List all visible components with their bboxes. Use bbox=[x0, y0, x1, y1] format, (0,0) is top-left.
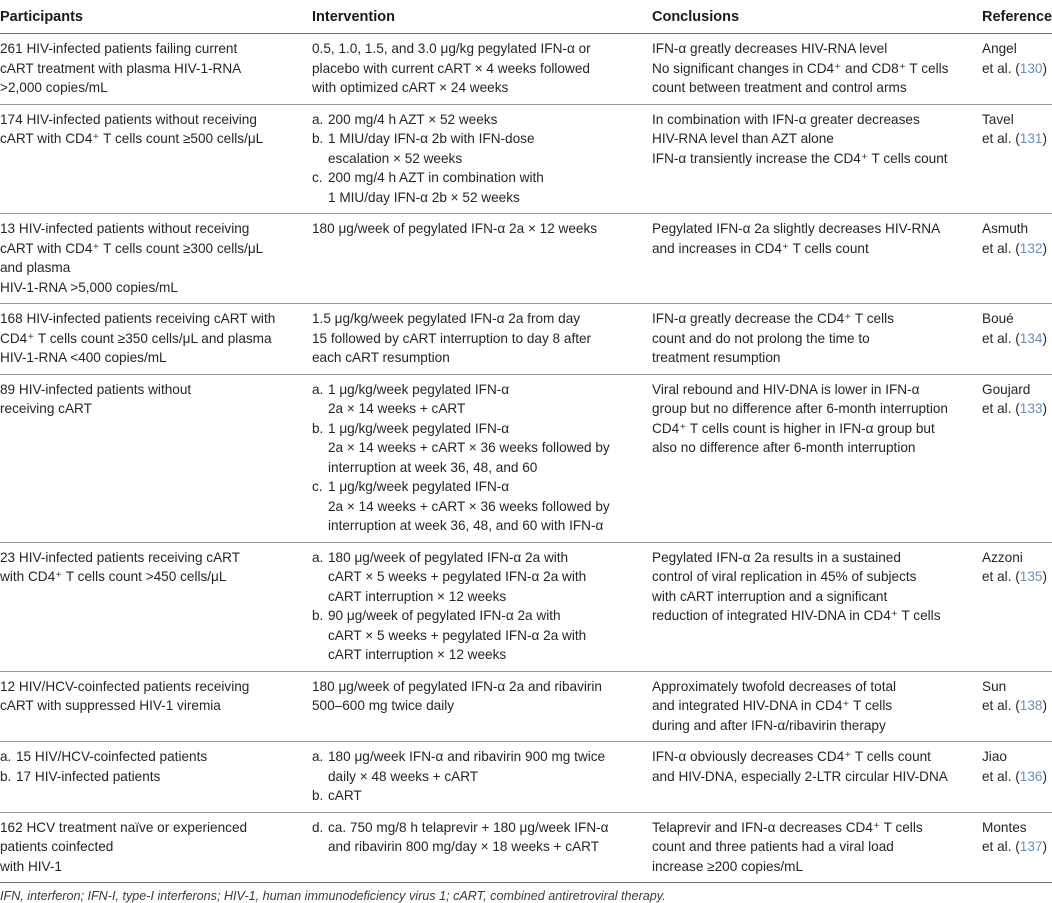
conclusion-line: with cART interruption and a significant bbox=[652, 588, 888, 604]
cell-participants bbox=[0, 34, 308, 105]
cell-conclusions bbox=[648, 214, 978, 304]
list-item bbox=[312, 818, 640, 857]
item-line: cART bbox=[328, 788, 362, 803]
intervention-line: with optimized cART × 24 weeks bbox=[312, 80, 509, 95]
cell-participants bbox=[0, 304, 308, 375]
reference-citation bbox=[982, 567, 1052, 587]
table-row bbox=[0, 742, 1052, 813]
item-text bbox=[312, 477, 640, 536]
reference-author: Boué bbox=[982, 311, 1014, 326]
cell-conclusions bbox=[648, 34, 978, 105]
list-item bbox=[312, 380, 640, 419]
list-item bbox=[312, 786, 640, 806]
reference-citation bbox=[982, 837, 1052, 857]
cell-intervention bbox=[308, 742, 648, 813]
cell-participants bbox=[0, 374, 308, 542]
participants-line: with HIV-1 bbox=[0, 858, 62, 874]
item-line: 15 HIV/HCV-coinfected patients bbox=[16, 749, 208, 764]
cell-participants bbox=[0, 542, 308, 671]
reference-close: ) bbox=[1042, 698, 1047, 713]
list-item bbox=[0, 767, 300, 787]
cell-conclusions bbox=[648, 374, 978, 542]
item-label: a. bbox=[312, 549, 324, 565]
reference-close: ) bbox=[1042, 240, 1047, 256]
participants-line: with CD4⁺ T cells count >450 cells/μL bbox=[0, 569, 227, 584]
conclusion-line: Pegylated IFN-α 2a slightly decreases HIV-RNA bbox=[652, 221, 941, 236]
participants-line: receiving cART bbox=[0, 401, 92, 416]
item-text bbox=[312, 548, 640, 607]
reference-author: Angel bbox=[982, 41, 1017, 56]
reference-citation bbox=[982, 329, 1052, 349]
table-row bbox=[0, 214, 1052, 304]
participants-line: 13 HIV-infected patients without receiving bbox=[0, 221, 250, 236]
cell-participants bbox=[0, 214, 308, 304]
item-line: 1 MIU/day IFN-α 2b × 52 weeks bbox=[328, 189, 520, 205]
conclusion-line: IFN-α transiently increase the CD4⁺ T cells count bbox=[652, 150, 948, 166]
cell-intervention bbox=[308, 304, 648, 375]
reference-close: ) bbox=[1042, 768, 1047, 784]
reference-author: Azzoni bbox=[982, 549, 1023, 565]
intervention-line: 15 followed by cART interruption to day 8 after bbox=[312, 330, 592, 346]
conclusion-line: Viral rebound and HIV-DNA is lower in IFN-α bbox=[652, 381, 920, 397]
table-body bbox=[0, 34, 1052, 883]
participants-line: CD4⁺ T cells count ≥350 cells/μL and plasma bbox=[0, 330, 272, 346]
reference-citation bbox=[982, 129, 1052, 149]
intervention-line: 180 μg/week of pegylated IFN-α 2a and ribavirin bbox=[312, 678, 602, 694]
item-line: daily × 48 weeks + cART bbox=[328, 768, 479, 784]
reference-author: Montes bbox=[982, 819, 1027, 835]
item-line: interruption at week 36, 48, and 60 bbox=[328, 459, 538, 475]
item-line: 1 μg/kg/week pegylated IFN-α bbox=[328, 420, 510, 436]
table-row bbox=[0, 671, 1052, 742]
list-item bbox=[312, 168, 640, 207]
reference-citation bbox=[982, 399, 1052, 419]
cell-reference bbox=[978, 304, 1052, 375]
participants-line: cART with CD4⁺ T cells count ≥300 cells/μL bbox=[0, 240, 264, 256]
item-line: 1 μg/kg/week pegylated IFN-α bbox=[328, 381, 510, 397]
conclusion-line: group but no difference after 6-month interruption bbox=[652, 401, 948, 416]
conclusion-line: control of viral replication in 45% of subjects bbox=[652, 569, 917, 584]
reference-link[interactable]: 134 bbox=[1019, 330, 1043, 346]
intervention-line: 500–600 mg twice daily bbox=[312, 698, 455, 713]
item-line: 17 HIV-infected patients bbox=[16, 768, 161, 784]
cell-participants bbox=[0, 742, 308, 813]
cell-conclusions bbox=[648, 104, 978, 214]
participants-line: and plasma bbox=[0, 260, 71, 275]
cell-reference bbox=[978, 812, 1052, 883]
cell-intervention bbox=[308, 542, 648, 671]
participants-line: 174 HIV-infected patients without receiving bbox=[0, 111, 257, 127]
reference-link[interactable]: 137 bbox=[1019, 839, 1043, 854]
reference-author: Asmuth bbox=[982, 221, 1029, 236]
header-row bbox=[0, 0, 1052, 34]
item-line: 200 mg/4 h AZT × 52 weeks bbox=[328, 111, 498, 127]
reference-citation bbox=[982, 239, 1052, 259]
conclusion-line: and integrated HIV-DNA in CD4⁺ T cells bbox=[652, 698, 893, 713]
participants-line: cART with CD4⁺ T cells count ≥500 cells/μL bbox=[0, 131, 264, 146]
conclusion-line: In combination with IFN-α greater decreases bbox=[652, 111, 920, 127]
reference-author: Sun bbox=[982, 678, 1007, 694]
header-participants: Participants bbox=[0, 0, 308, 34]
reference-etal: et al. ( bbox=[982, 698, 1020, 713]
reference-link[interactable]: 130 bbox=[1019, 60, 1043, 76]
conclusion-line: during and after IFN-α/ribavirin therapy bbox=[652, 717, 886, 733]
item-label: d. bbox=[312, 819, 324, 835]
list-item bbox=[312, 110, 640, 130]
reference-link[interactable]: 132 bbox=[1019, 240, 1043, 256]
item-text bbox=[312, 786, 640, 806]
item-label: a. bbox=[312, 749, 324, 764]
reference-link[interactable]: 136 bbox=[1019, 768, 1043, 784]
reference-link[interactable]: 138 bbox=[1019, 698, 1043, 713]
cell-reference bbox=[978, 104, 1052, 214]
reference-etal: et al. ( bbox=[982, 569, 1020, 584]
cell-reference bbox=[978, 34, 1052, 105]
item-text bbox=[312, 747, 640, 786]
reference-etal: et al. ( bbox=[982, 240, 1020, 256]
list-item bbox=[312, 548, 640, 607]
item-line: 2a × 14 weeks + cART bbox=[328, 401, 466, 416]
cell-conclusions bbox=[648, 671, 978, 742]
conclusion-line: Approximately twofold decreases of total bbox=[652, 678, 897, 694]
item-label: c. bbox=[312, 479, 323, 494]
conclusion-line: IFN-α greatly decreases HIV-RNA level bbox=[652, 41, 888, 56]
conclusion-line: and HIV-DNA, especially 2-LTR circular HIV-DNA bbox=[652, 768, 948, 784]
conclusion-line: increase ≥200 copies/mL bbox=[652, 858, 804, 874]
item-line: 200 mg/4 h AZT in combination with bbox=[328, 170, 544, 185]
item-line: 180 μg/week IFN-α and ribavirin 900 mg twice bbox=[328, 749, 606, 764]
list-item bbox=[312, 747, 640, 786]
reference-etal: et al. ( bbox=[982, 131, 1020, 146]
conclusion-line: treatment resumption bbox=[652, 350, 781, 365]
item-line: and ribavirin 800 mg/day × 18 weeks + cART bbox=[328, 839, 600, 854]
list-item bbox=[312, 129, 640, 168]
item-line: interruption at week 36, 48, and 60 with IFN-α bbox=[328, 518, 604, 533]
reference-etal: et al. ( bbox=[982, 839, 1020, 854]
cell-reference bbox=[978, 214, 1052, 304]
participants-line: cART treatment with plasma HIV-1-RNA bbox=[0, 60, 242, 76]
cell-intervention bbox=[308, 34, 648, 105]
item-text bbox=[312, 818, 640, 857]
reference-close: ) bbox=[1042, 131, 1047, 146]
item-text bbox=[312, 168, 640, 207]
item-line: cART interruption × 12 weeks bbox=[328, 588, 507, 604]
header-conclusions: Conclusions bbox=[648, 0, 978, 34]
table-header bbox=[0, 0, 1052, 34]
cell-reference bbox=[978, 671, 1052, 742]
conclusion-line: No significant changes in CD4⁺ and CD8⁺ T cells bbox=[652, 60, 949, 76]
cell-reference bbox=[978, 542, 1052, 671]
participants-line: cART with suppressed HIV-1 viremia bbox=[0, 698, 221, 713]
conclusion-line: HIV-RNA level than AZT alone bbox=[652, 131, 834, 146]
participants-line: patients coinfected bbox=[0, 839, 114, 854]
reference-etal: et al. ( bbox=[982, 768, 1020, 784]
cell-conclusions bbox=[648, 542, 978, 671]
participants-line: 23 HIV-infected patients receiving cART bbox=[0, 549, 241, 565]
item-line: escalation × 52 weeks bbox=[328, 150, 463, 166]
item-text bbox=[312, 419, 640, 478]
list-item bbox=[312, 606, 640, 665]
item-line: cART × 5 weeks + pegylated IFN-α 2a with bbox=[328, 569, 587, 584]
item-line: 2a × 14 weeks + cART × 36 weeks followed by bbox=[328, 498, 610, 514]
cell-reference bbox=[978, 374, 1052, 542]
conclusion-line: IFN-α greatly decrease the CD4⁺ T cells bbox=[652, 311, 894, 326]
conclusion-line: reduction of integrated HIV-DNA in CD4⁺ T cells bbox=[652, 608, 941, 623]
header-reference: Reference bbox=[978, 0, 1052, 34]
cell-conclusions bbox=[648, 812, 978, 883]
reference-link[interactable]: 135 bbox=[1019, 569, 1043, 584]
table-row bbox=[0, 374, 1052, 542]
reference-close: ) bbox=[1042, 330, 1047, 346]
cell-intervention bbox=[308, 374, 648, 542]
reference-author: Tavel bbox=[982, 111, 1014, 127]
reference-link[interactable]: 131 bbox=[1019, 131, 1043, 146]
cell-reference bbox=[978, 742, 1052, 813]
table-row bbox=[0, 34, 1052, 105]
reference-author: Goujard bbox=[982, 381, 1031, 397]
item-label: c. bbox=[312, 170, 323, 185]
item-line: cART interruption × 12 weeks bbox=[328, 647, 507, 662]
participants-line: 89 HIV-infected patients without bbox=[0, 381, 192, 397]
participants-line: 261 HIV-infected patients failing current bbox=[0, 41, 238, 56]
conclusion-line: count and three patients had a viral load bbox=[652, 839, 894, 854]
item-text bbox=[0, 747, 300, 767]
cell-intervention bbox=[308, 214, 648, 304]
conclusion-line: IFN-α obviously decreases CD4⁺ T cells count bbox=[652, 749, 931, 764]
conclusion-line: count and do not prolong the time to bbox=[652, 330, 870, 346]
reference-etal: et al. ( bbox=[982, 401, 1020, 416]
cell-participants bbox=[0, 812, 308, 883]
participants-line: 168 HIV-infected patients receiving cART with bbox=[0, 311, 276, 326]
item-line: 1 MIU/day IFN-α 2b with IFN-dose bbox=[328, 131, 535, 146]
list-item bbox=[312, 419, 640, 478]
item-text bbox=[312, 129, 640, 168]
table-row bbox=[0, 542, 1052, 671]
item-label: a. bbox=[312, 111, 324, 127]
item-label: a. bbox=[312, 381, 324, 397]
cell-participants bbox=[0, 671, 308, 742]
cell-intervention bbox=[308, 812, 648, 883]
list-item bbox=[0, 747, 300, 767]
reference-etal: et al. ( bbox=[982, 330, 1020, 346]
conclusion-line: Telaprevir and IFN-α decreases CD4⁺ T cells bbox=[652, 819, 923, 835]
item-label: b. bbox=[312, 420, 324, 436]
item-line: 1 μg/kg/week pegylated IFN-α bbox=[328, 479, 510, 494]
participants-line: >2,000 copies/mL bbox=[0, 80, 108, 95]
participants-line: HIV-1-RNA <400 copies/mL bbox=[0, 350, 167, 365]
item-text bbox=[0, 767, 300, 787]
reference-link[interactable]: 133 bbox=[1019, 401, 1043, 416]
item-line: 90 μg/week of pegylated IFN-α 2a with bbox=[328, 608, 561, 623]
reference-citation bbox=[982, 696, 1052, 716]
table-row bbox=[0, 304, 1052, 375]
intervention-line: each cART resumption bbox=[312, 350, 450, 365]
intervention-line: 0.5, 1.0, 1.5, and 3.0 μg/kg pegylated IFN-α or bbox=[312, 41, 591, 56]
item-line: cART × 5 weeks + pegylated IFN-α 2a with bbox=[328, 627, 587, 643]
conclusion-line: and increases in CD4⁺ T cells count bbox=[652, 240, 869, 256]
item-line: ca. 750 mg/8 h telaprevir + 180 μg/week IFN-α bbox=[328, 819, 609, 835]
reference-close: ) bbox=[1042, 60, 1047, 76]
header-intervention: Intervention bbox=[308, 0, 648, 34]
reference-citation bbox=[982, 59, 1052, 79]
cell-conclusions bbox=[648, 742, 978, 813]
participants-line: HIV-1-RNA >5,000 copies/mL bbox=[0, 279, 178, 295]
item-text bbox=[312, 606, 640, 665]
item-label: b. bbox=[312, 608, 324, 623]
reference-etal: et al. ( bbox=[982, 60, 1020, 76]
item-label: a. bbox=[0, 749, 12, 764]
reference-author: Jiao bbox=[982, 749, 1007, 764]
item-label: b. bbox=[0, 768, 12, 784]
conclusion-line: CD4⁺ T cells count is higher in IFN-α group but bbox=[652, 420, 935, 436]
reference-close: ) bbox=[1042, 569, 1047, 584]
participants-line: 12 HIV/HCV-coinfected patients receiving bbox=[0, 678, 250, 694]
cell-intervention bbox=[308, 104, 648, 214]
participants-line: 162 HCV treatment naïve or experienced bbox=[0, 819, 248, 835]
conclusion-line: count between treatment and control arms bbox=[652, 80, 907, 95]
item-text bbox=[312, 380, 640, 419]
cell-participants bbox=[0, 104, 308, 214]
intervention-line: 1.5 μg/kg/week pegylated IFN-α 2a from day bbox=[312, 311, 581, 326]
reference-close: ) bbox=[1042, 401, 1047, 416]
intervention-line: 180 μg/week of pegylated IFN-α 2a × 12 weeks bbox=[312, 221, 598, 236]
item-label: b. bbox=[312, 131, 324, 146]
table-row bbox=[0, 812, 1052, 883]
cell-intervention bbox=[308, 671, 648, 742]
table-footnote: IFN, interferon; IFN-I, type-I interferons; HIV-1, human immunodeficiency virus 1; cART, combined antiretroviral therapy. bbox=[0, 889, 666, 903]
item-text bbox=[312, 110, 640, 130]
intervention-line: placebo with current cART × 4 weeks followed bbox=[312, 60, 590, 76]
cell-conclusions bbox=[648, 304, 978, 375]
reference-citation bbox=[982, 767, 1052, 787]
conclusion-line: Pegylated IFN-α 2a results in a sustained bbox=[652, 549, 901, 565]
table-row bbox=[0, 104, 1052, 214]
item-line: 2a × 14 weeks + cART × 36 weeks followed by bbox=[328, 440, 610, 455]
list-item bbox=[312, 477, 640, 536]
item-line: 180 μg/week of pegylated IFN-α 2a with bbox=[328, 549, 569, 565]
reference-close: ) bbox=[1042, 839, 1047, 854]
item-label: b. bbox=[312, 788, 324, 803]
conclusion-line: also no difference after 6-month interruption bbox=[652, 440, 916, 455]
